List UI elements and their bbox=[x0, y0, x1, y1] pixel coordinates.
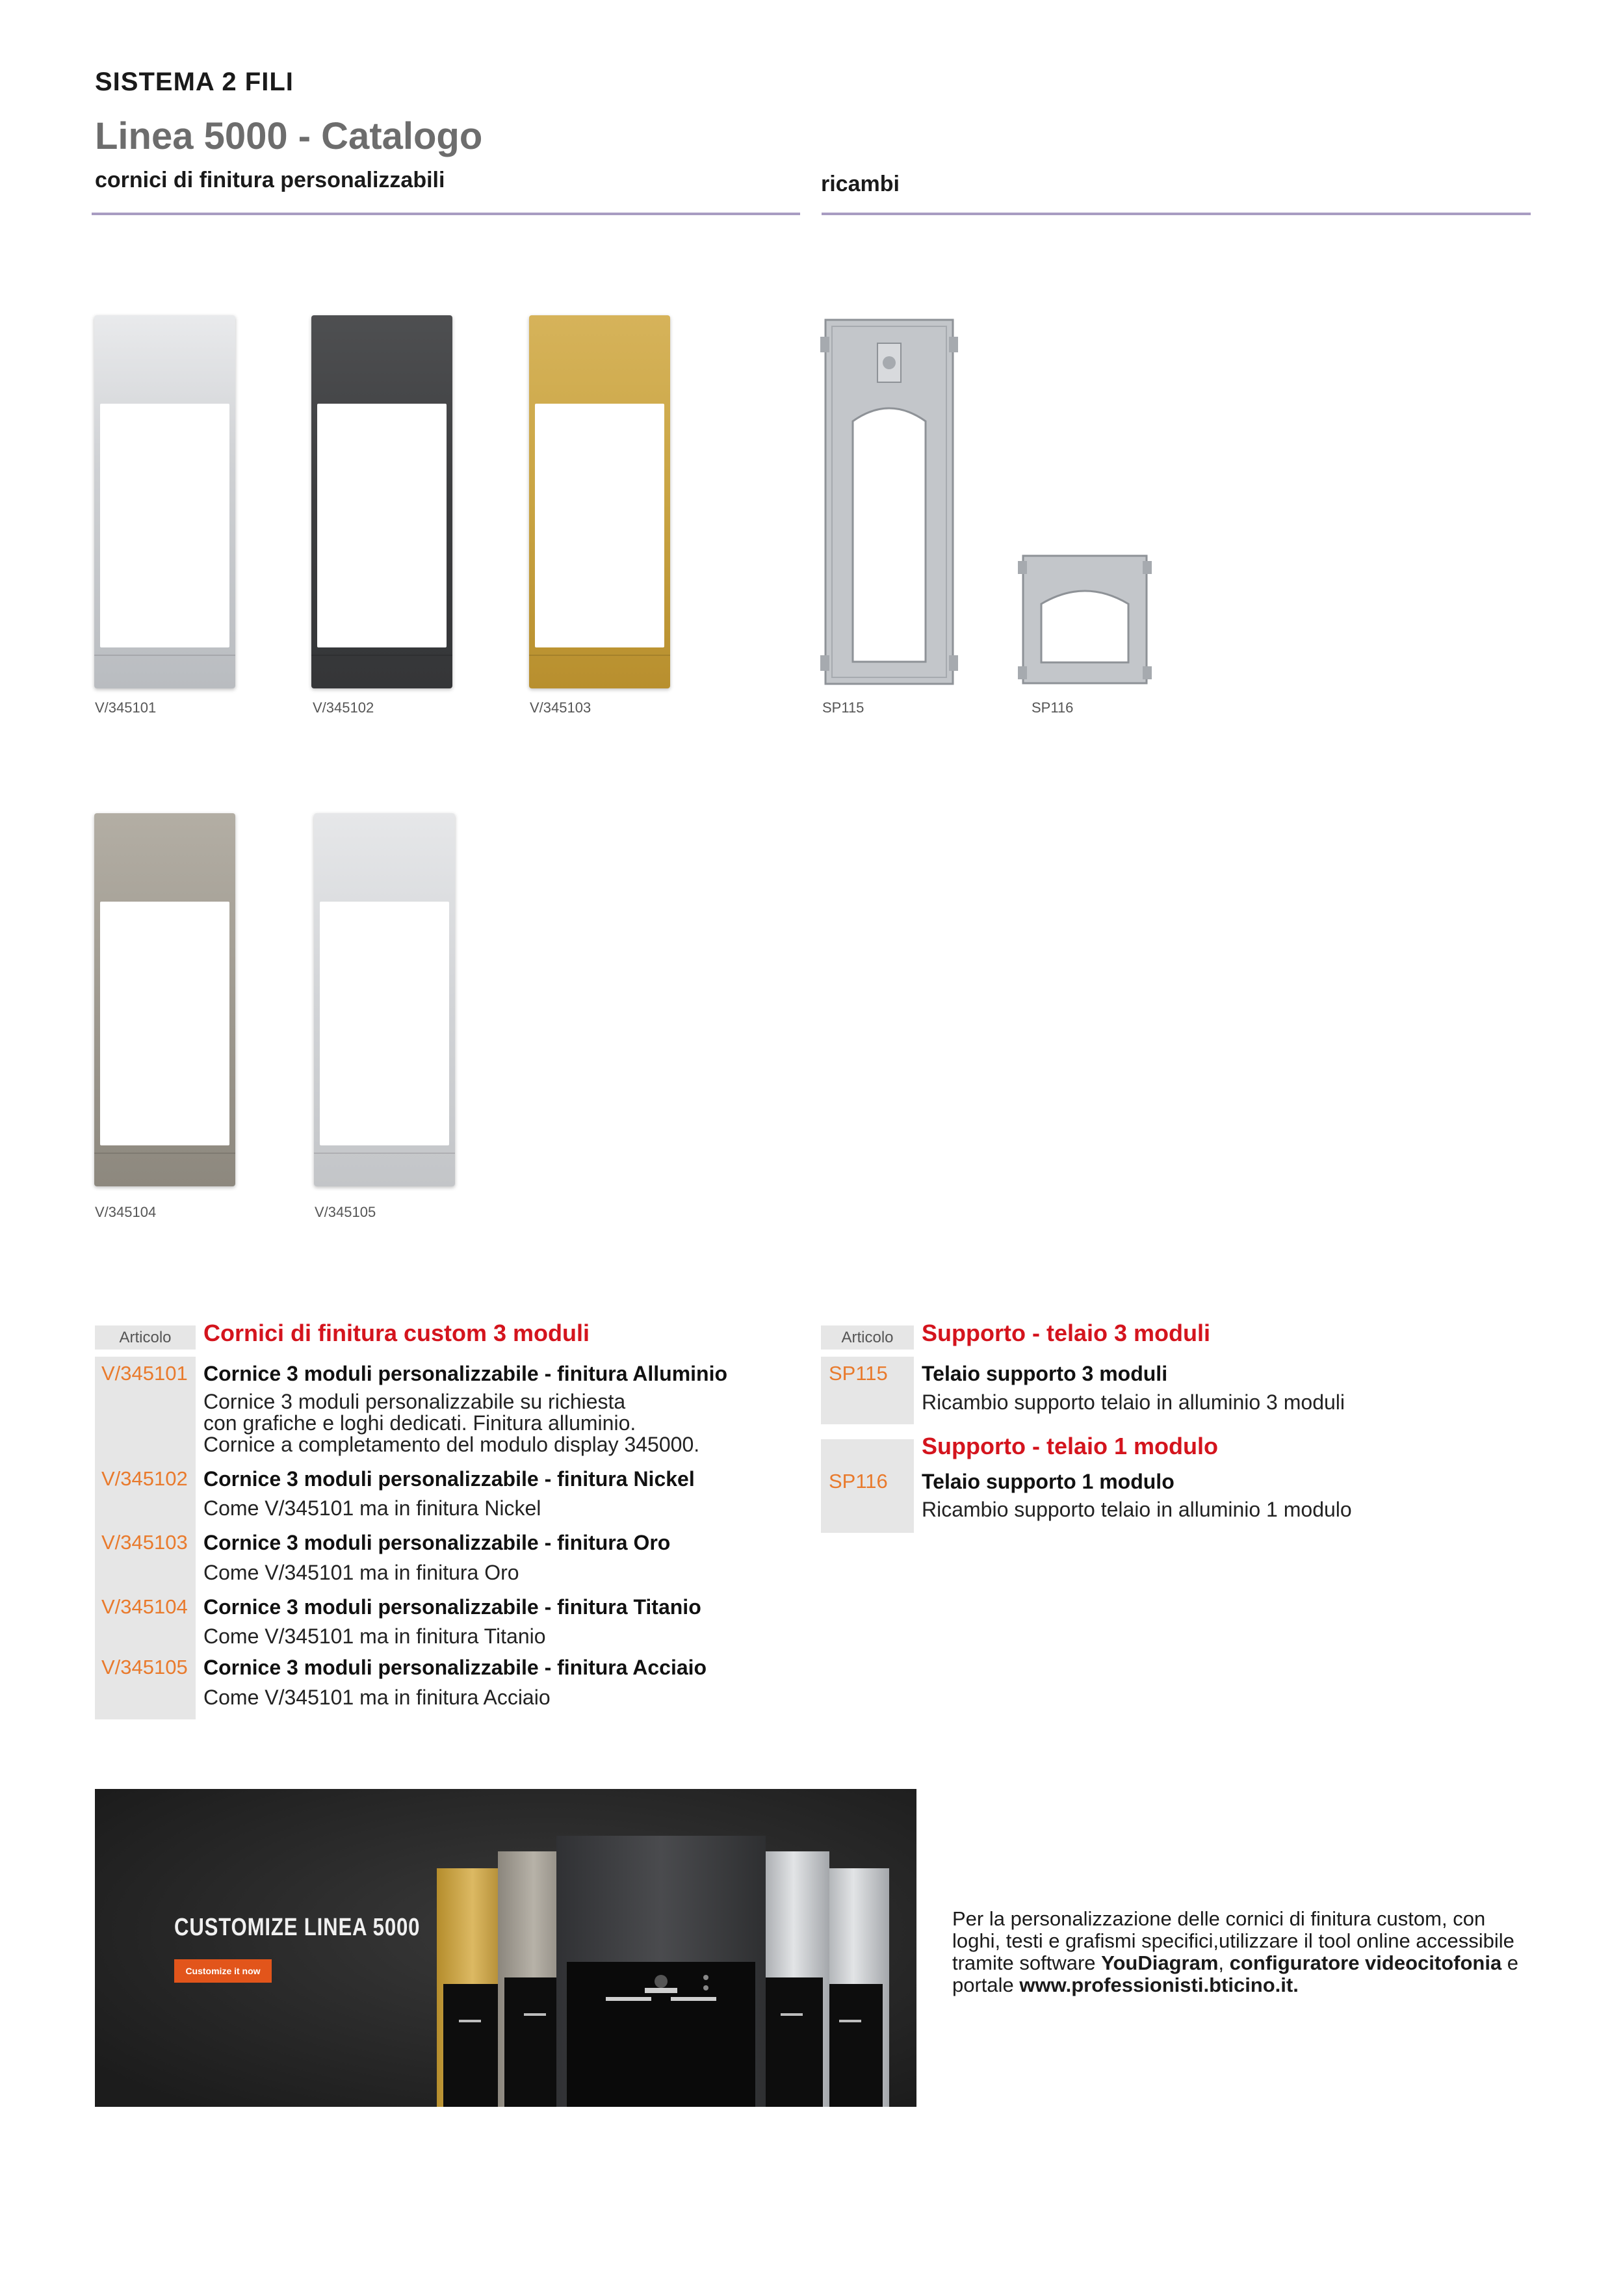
table-header-articolo: Articolo bbox=[821, 1325, 914, 1350]
spare-frame-1-module-image bbox=[1018, 552, 1152, 687]
table-title: Supporto - telaio 1 modulo bbox=[922, 1433, 1218, 1459]
frame-image-acciaio bbox=[314, 813, 455, 1186]
promo-headline: CUSTOMIZE LINEA 5000 bbox=[174, 1914, 421, 1941]
customize-button[interactable]: Customize it now bbox=[185, 1966, 261, 1976]
table-row-title: Cornice 3 moduli personalizzabile - finitura Titanio bbox=[203, 1595, 701, 1619]
note-bold-portal-link[interactable]: www.professionisti.bticino.it. bbox=[1019, 1974, 1299, 1996]
frame-image-titanio bbox=[94, 813, 235, 1186]
table-row-title: Cornice 3 moduli personalizzabile - finitura Oro bbox=[203, 1531, 671, 1554]
table-row-desc: con grafiche e loghi dedicati. Finitura alluminio. bbox=[203, 1411, 636, 1435]
table-row-desc: Cornice 3 moduli personalizzabile su richiesta bbox=[203, 1390, 626, 1413]
frame-code-label: V/345105 bbox=[315, 1204, 376, 1220]
note-bold-configuratore: configuratore videocitofonia bbox=[1229, 1951, 1502, 1974]
table-title: Supporto - telaio 3 moduli bbox=[922, 1320, 1210, 1346]
table-row-desc: Ricambio supporto telaio in alluminio 1 modulo bbox=[922, 1498, 1352, 1521]
table-row-code: SP115 bbox=[829, 1362, 888, 1385]
table-row-desc: Ricambio supporto telaio in alluminio 3 moduli bbox=[922, 1390, 1345, 1414]
spare-frame-3-modules-image bbox=[820, 317, 958, 688]
frame-code-label: V/345103 bbox=[530, 699, 591, 716]
table-row-title: Cornice 3 moduli personalizzabile - finitura Alluminio bbox=[203, 1362, 728, 1385]
table-header-articolo: Articolo bbox=[95, 1325, 196, 1350]
table-row-code: V/345102 bbox=[101, 1467, 188, 1490]
frame-code-label: V/345101 bbox=[95, 699, 157, 716]
table-row-code: V/345105 bbox=[101, 1656, 188, 1678]
page-title: Linea 5000 - Catalogo bbox=[95, 115, 483, 157]
table-row-desc: Cornice a completamento del modulo display 345000. bbox=[203, 1433, 700, 1456]
table-title: Cornici di finitura custom 3 moduli bbox=[203, 1320, 590, 1346]
table-row-desc: Come V/345101 ma in finitura Titanio bbox=[203, 1624, 546, 1648]
table-row-desc: Come V/345101 ma in finitura Nickel bbox=[203, 1496, 541, 1520]
frame-code-label: V/345102 bbox=[313, 699, 374, 716]
note-text: Per la personalizzazione delle cornici di finitura custom, con loghi, testi e grafismi specifici,utilizzare il tool online accessibile tramite software bbox=[952, 1907, 1514, 1974]
spare-code-label: SP115 bbox=[822, 699, 864, 716]
table-row-desc: Come V/345101 ma in finitura Oro bbox=[203, 1561, 519, 1584]
table-row-desc: Come V/345101 ma in finitura Acciaio bbox=[203, 1686, 551, 1709]
promo-banner bbox=[95, 1789, 916, 2107]
frame-code-label: V/345104 bbox=[95, 1204, 157, 1220]
section-rule-left bbox=[92, 213, 800, 215]
note-text: , bbox=[1218, 1951, 1230, 1974]
frame-image-oro bbox=[529, 315, 670, 688]
table-row-title: Telaio supporto 1 modulo bbox=[922, 1470, 1175, 1493]
note-bold-youdiagram: YouDiagram bbox=[1101, 1951, 1219, 1974]
table-row-code: SP116 bbox=[829, 1470, 888, 1493]
section-rule-right bbox=[822, 213, 1531, 215]
section-heading-spares: ricambi bbox=[821, 172, 900, 196]
frame-image-nickel bbox=[311, 315, 452, 688]
frame-image-alluminio bbox=[94, 315, 235, 688]
spare-code-label: SP116 bbox=[1032, 699, 1074, 716]
table-row-code: V/345101 bbox=[101, 1362, 188, 1385]
system-label: SISTEMA 2 FILI bbox=[95, 68, 294, 96]
section-heading-frames: cornici di finitura personalizzabili bbox=[95, 168, 445, 192]
table-row-code: V/345103 bbox=[101, 1531, 188, 1554]
table-row-title: Telaio supporto 3 moduli bbox=[922, 1362, 1168, 1385]
table-row-title: Cornice 3 moduli personalizzabile - finitura Nickel bbox=[203, 1467, 695, 1491]
customization-note bbox=[952, 1908, 1537, 1996]
table-row-code: V/345104 bbox=[101, 1595, 188, 1618]
note-text: e portale bbox=[952, 1951, 1519, 1996]
table-row-title: Cornice 3 moduli personalizzabile - finitura Acciaio bbox=[203, 1656, 707, 1679]
